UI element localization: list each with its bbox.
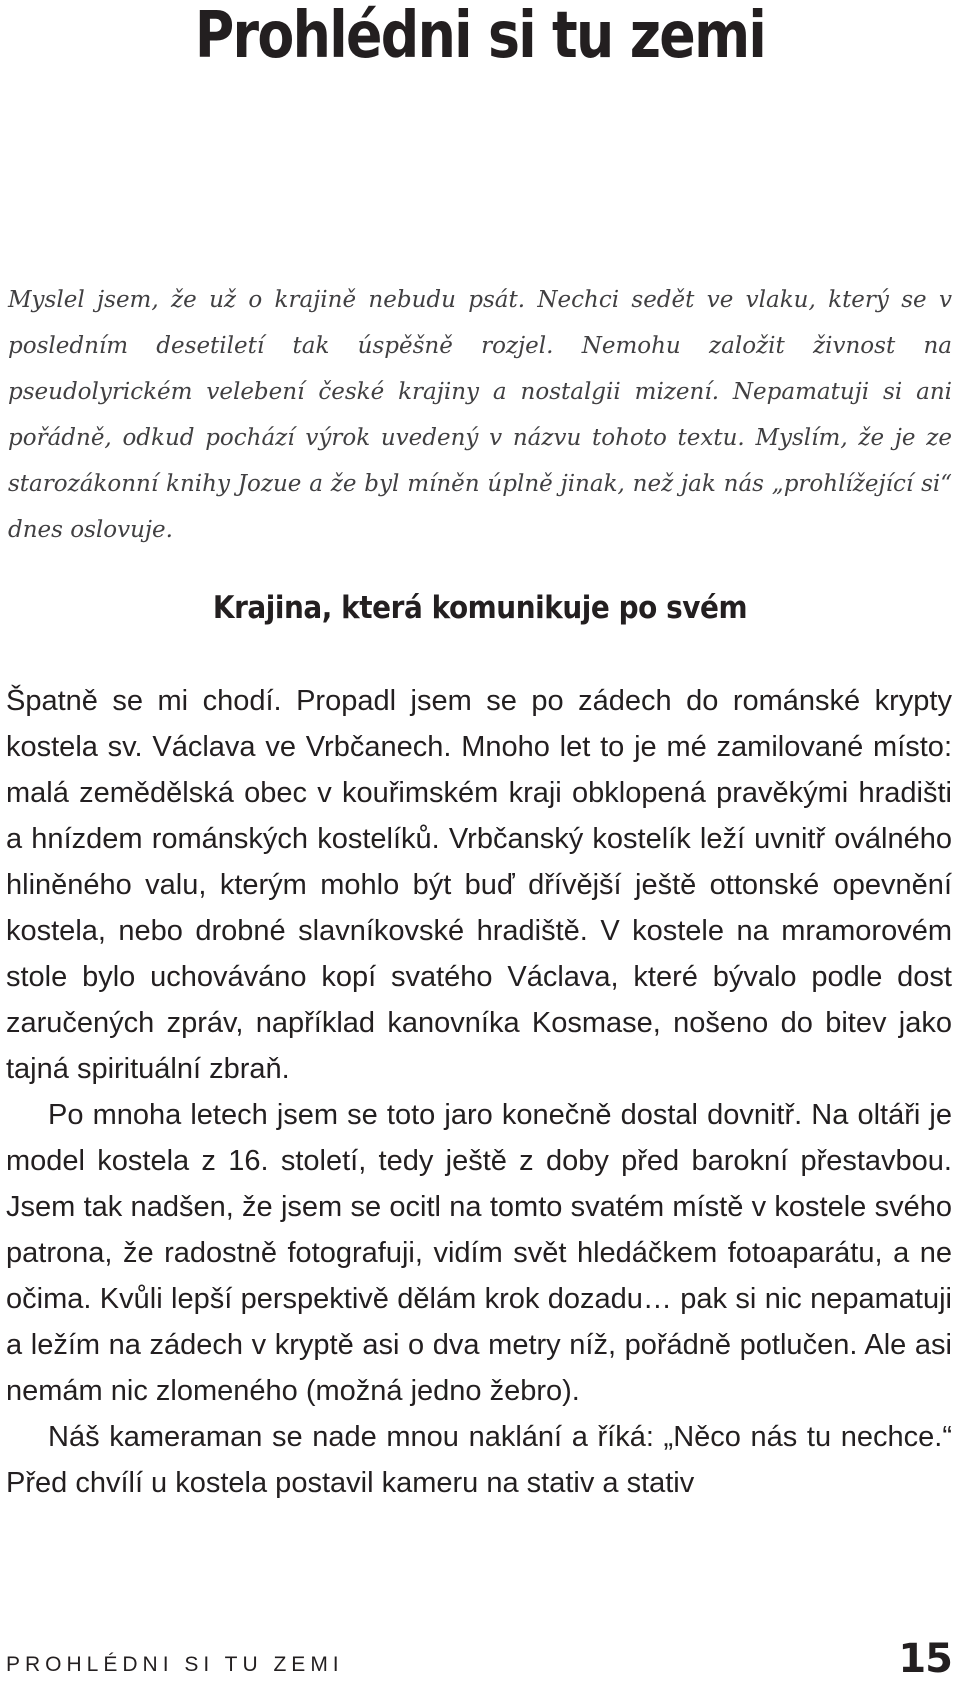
body-text: [6, 678, 952, 1506]
page-number: 15: [898, 1636, 952, 1682]
intro-paragraph: Myslel jsem, že už o krajině nebudu psát. Nechci sedět ve vlaku, který se v posledním desetiletí tak úspěšně rozjel. Nemohu založit živnost na pseudolyrickém velebení české krajiny a nostalgii mizení. Nepamatuji si ani pořádně, odkud pochází výrok uvedený v názvu tohoto textu. Myslím, že je ze starozákonní knihy Jozue a že byl míněn úplně jinak, než jak nás „prohlížející si“ dnes oslovuje.: [8, 287, 952, 543]
section-heading: Krajina, která komunikuje po svém: [212, 590, 748, 626]
body-paragraph-1: Špatně se mi chodí. Propadl jsem se po zádech do románské krypty kostela sv. Václava ve Vrbčanech. Mnoho let to je mé zamilované místo: malá zemědělská obec v kouřimském kraji obklopená pravěkými hradišti a hnízdem románských kostelíků. Vrbčanský kostelík leží uvnitř oválného hliněného valu, kterým mohlo být buď dřívější ještě ottonské opevnění kostela, nebo drobné slavníkovské hradiště. V kostele na mramorovém stole bylo uchováváno kopí svatého Václava, které bývalo podle dost zaručených zpráv, například kanovníka Kosmase, nošeno do bitev jako tajná spirituální zbraň.: [6, 685, 952, 1085]
body-paragraph-2: Po mnoha letech jsem se toto jaro konečně dostal dovnitř. Na oltáři je model kostela z 16. století, tedy ještě z doby před barokní přestavbou. Jsem tak nadšen, že jsem se ocitl na tomto svatém místě v kostele svého patrona, že radostně fotografuji, vidím svět hledáčkem fotoaparátu, a ne očima. Kvůli lepší perspektivě dělám krok dozadu… pak si nic nepamatuji a ležím na zádech v kryptě asi o dva metry níž, pořádně potlučen. Ale asi nemám nic zlomeného (možná jedno žebro).: [6, 1099, 952, 1407]
body-paragraph-3: Náš kameraman se nade mnou naklání a říká: „Něco nás tu nechce.“ Před chvílí u kostela postavil kameru na stativ a stativ: [6, 1421, 952, 1499]
page-title: Prohlédni si tu zemi: [194, 0, 766, 73]
running-footer: PROHLÉDNI SI TU ZEMI: [6, 1653, 344, 1676]
